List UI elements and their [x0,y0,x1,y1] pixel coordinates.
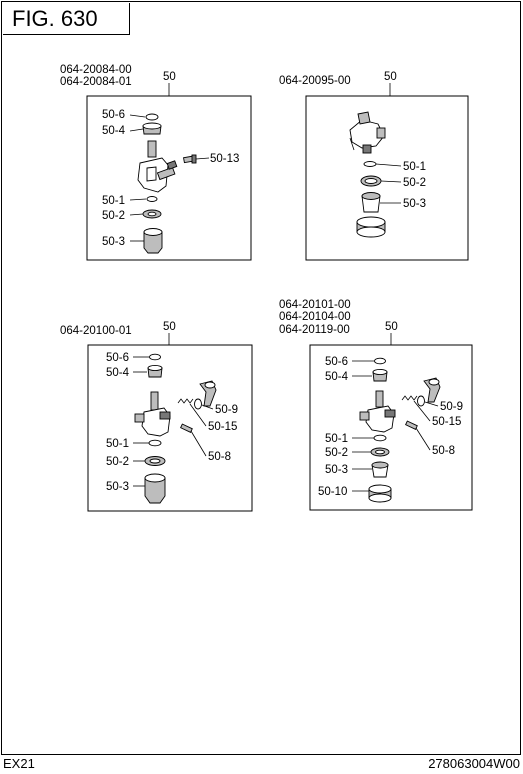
callout-label: 50-10 [318,486,348,498]
callout-label: 50-9 [215,404,239,416]
panel-2-box [306,96,468,260]
lever-icon [200,381,216,406]
panel-4-part-number: 064-20101-00 [279,299,351,311]
o-ring-icon [150,354,161,360]
panel-1-assembly-number: 50 [163,71,176,83]
panel-4-part-number: 064-20104-00 [279,311,351,323]
figure-label: FIG. 630 [3,3,130,35]
washer-icon [371,448,389,456]
callout-label: 50-2 [106,456,130,468]
panel-2 [279,71,468,260]
callout-label: 50-4 [325,371,349,383]
callout-label: 50-2 [102,210,126,222]
callout-label: 50-8 [432,445,456,457]
lever-icon [424,378,440,402]
panel-4 [279,299,472,510]
callout-label: 50-2 [403,177,427,189]
panel-3 [60,321,252,511]
callout-label: 50-1 [102,195,126,207]
callout-label: 50-1 [325,433,349,445]
o-ring-icon [375,358,386,364]
callout-label: 50-1 [403,161,427,173]
fuel-cock-body-icon [138,141,177,192]
ring-nut-icon [369,485,391,502]
filter-cup-icon [144,229,162,254]
fuel-cock-body-icon [135,392,170,436]
panel-4-assembly-number: 50 [385,321,398,333]
nut-icon [143,123,161,134]
callout-label: 50-3 [106,481,130,493]
gasket-icon [364,162,376,167]
nut-icon [148,365,162,377]
fuel-cock-body-icon [360,391,395,432]
callout-label: 50-1 [106,438,130,450]
callout-label: 50-6 [325,356,349,368]
screw-icon [184,155,196,163]
panel-3-part-number: 064-20100-01 [60,325,132,337]
callout-label: 50-4 [102,125,126,137]
filter-cup-icon [145,474,165,503]
washer-icon [143,210,161,218]
footer-model: EX21 [3,756,35,771]
panel-1-part-number: 064-20084-01 [60,76,132,88]
callout-label: 50-6 [102,109,126,121]
filter-cup-icon [372,462,388,477]
screw-icon [406,421,418,429]
panel-4-part-number: 064-20119-00 [279,324,350,336]
nut-icon [373,369,387,381]
washer-icon [145,457,165,466]
panel-1-part-number: 064-20084-00 [60,64,132,76]
callout-label: 50-3 [325,464,349,476]
fuel-cock-body-icon [350,112,385,153]
filter-cup-icon [362,193,380,213]
callout-label: 50-8 [208,451,232,463]
gasket-icon [149,440,161,446]
panel-2-part-number: 064-20095-00 [279,75,351,87]
panel-1 [60,64,251,260]
o-ring-icon [146,114,158,120]
spring-icon [178,399,193,403]
callout-label: 50-4 [106,367,130,379]
o-ring-icon [195,399,202,409]
gasket-icon [147,197,157,202]
callout-label: 50-9 [440,401,464,413]
washer-icon [361,176,381,186]
panel-3-assembly-number: 50 [163,321,176,333]
callout-label: 50-6 [106,352,130,364]
screw-icon [181,424,193,432]
callout-label: 50-13 [210,153,240,165]
callout-label: 50-3 [403,198,427,210]
panel-2-assembly-number: 50 [384,71,397,83]
callout-label: 50-15 [432,416,462,428]
o-ring-icon [418,396,425,406]
gasket-icon [374,435,386,441]
callout-label: 50-3 [102,236,126,248]
footer-doc-number: 278063004W00 [428,756,520,771]
spring-icon [402,396,417,400]
callout-label: 50-2 [325,447,349,459]
ring-nut-icon [357,217,385,237]
callout-label: 50-15 [208,421,238,433]
